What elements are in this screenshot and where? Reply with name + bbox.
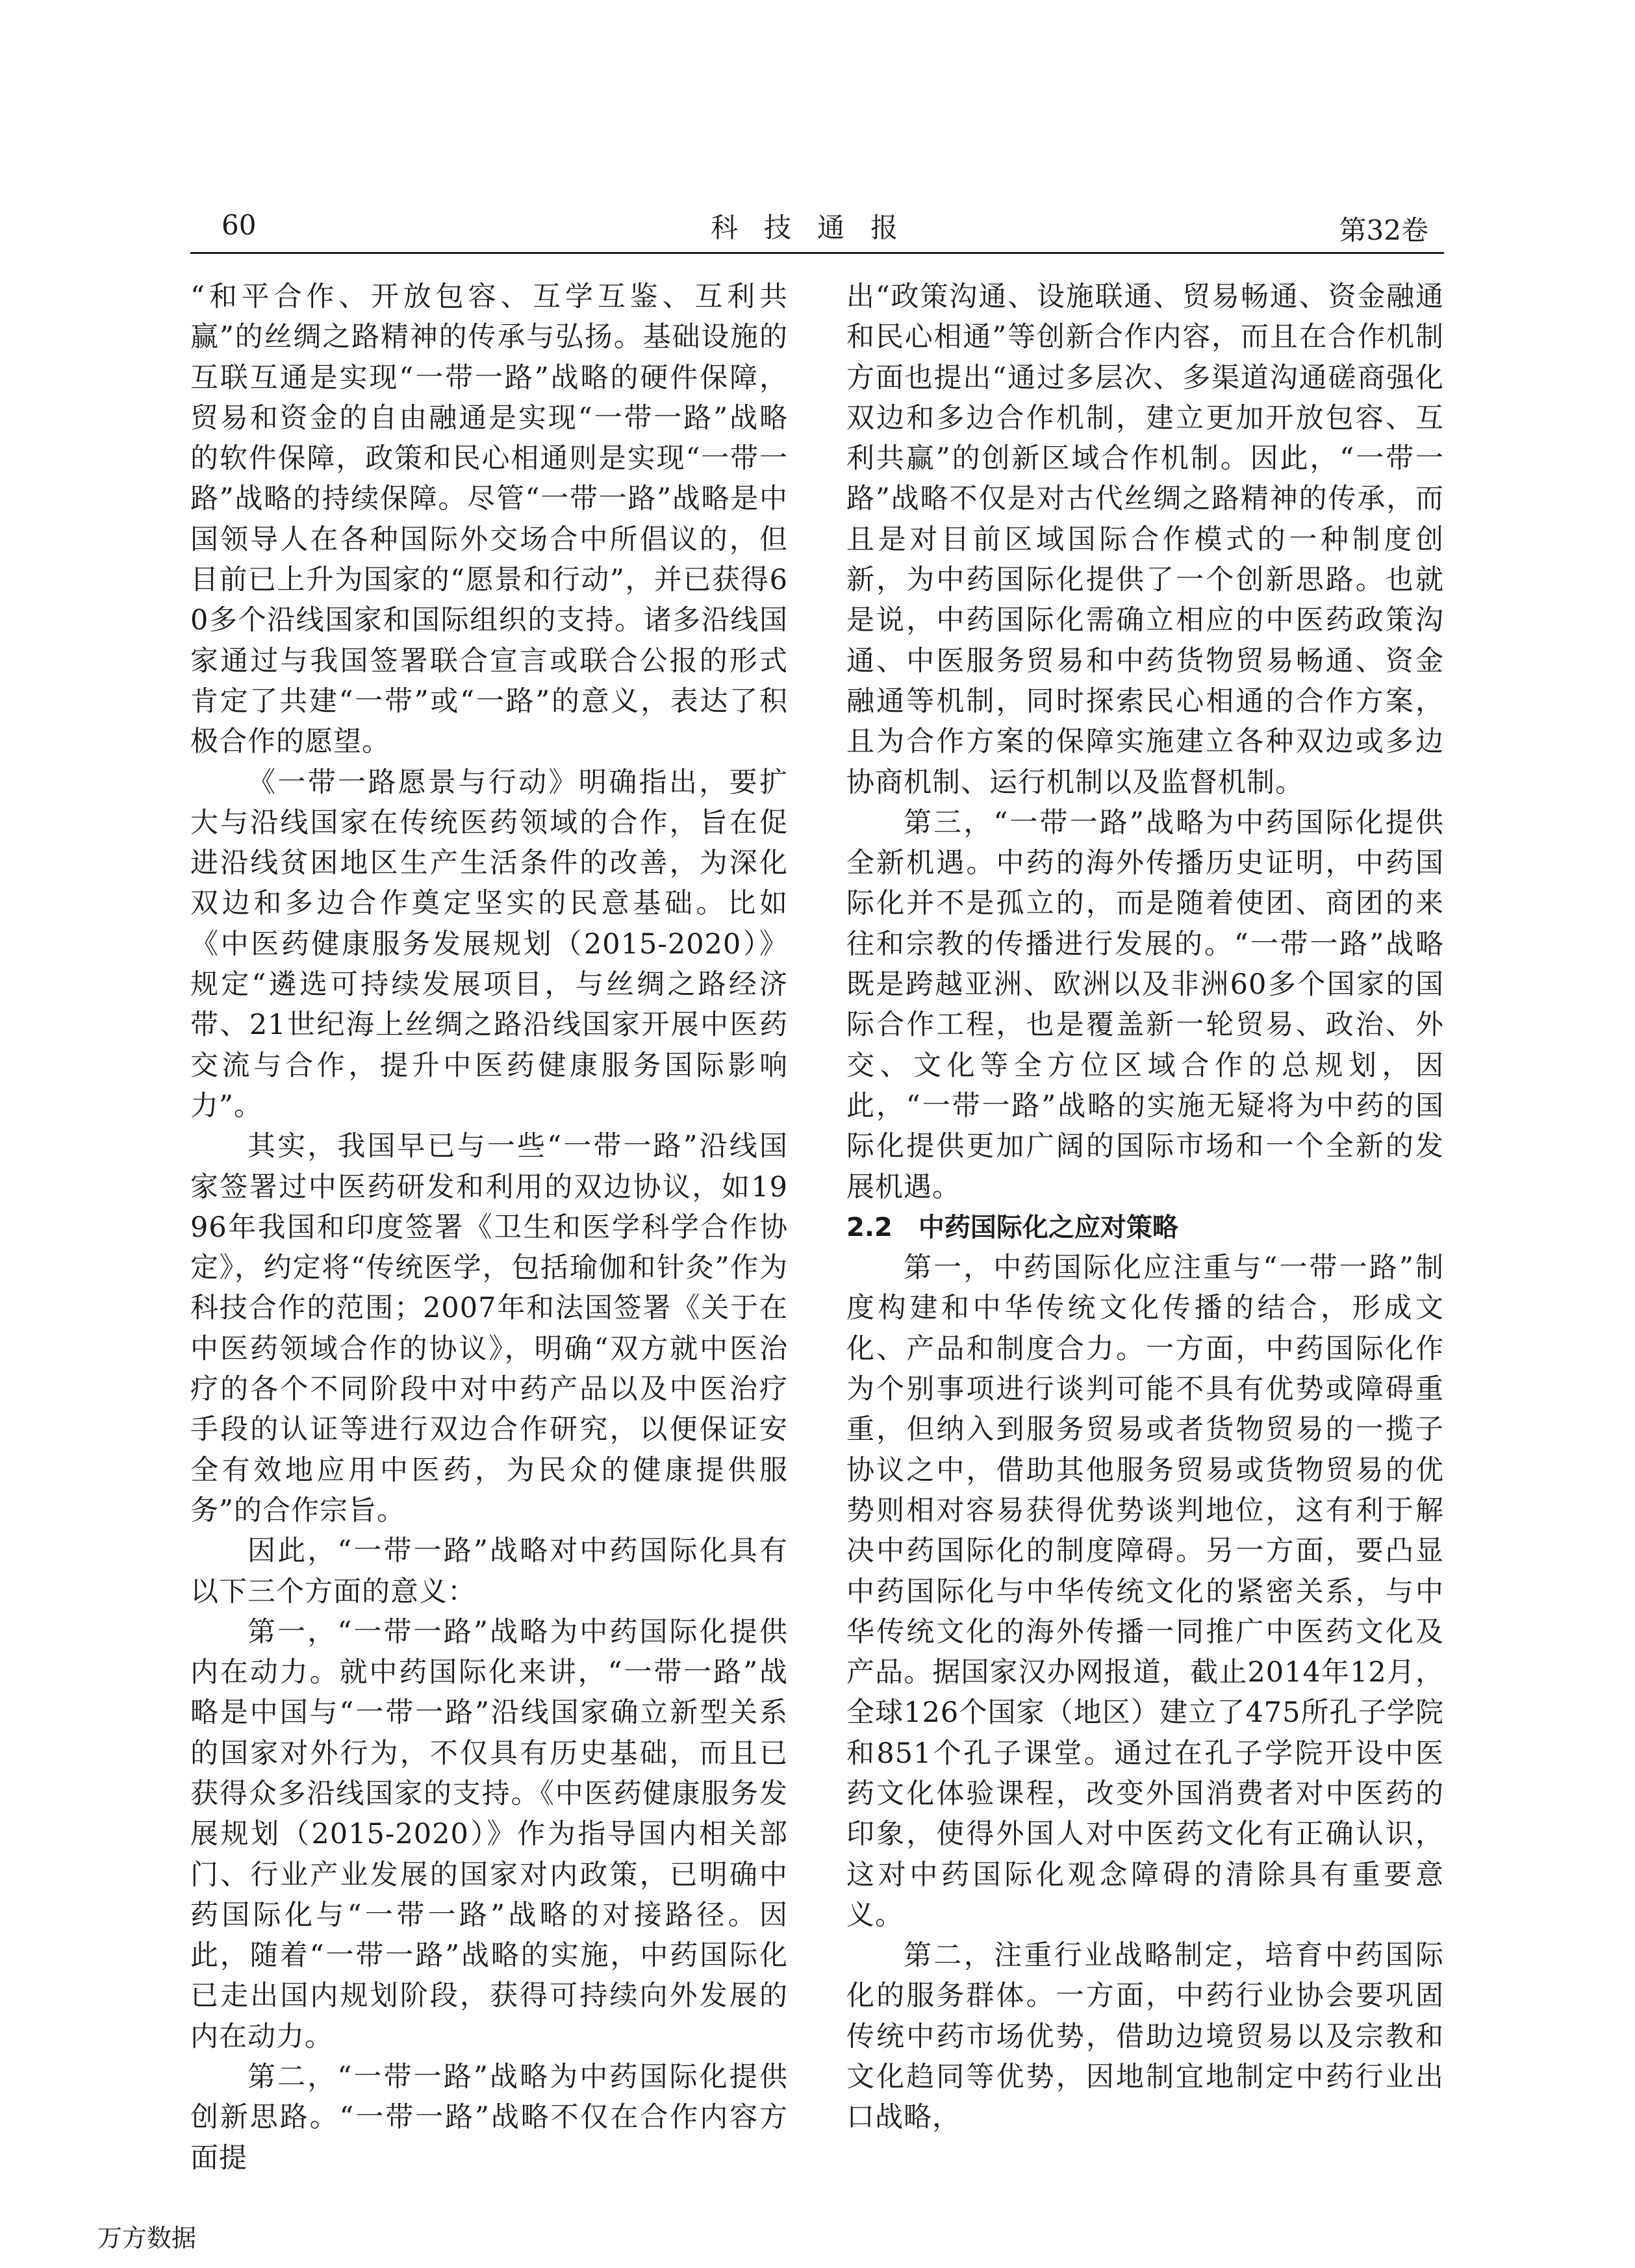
paragraph: 第二，“一带一路”战略为中药国际化提供创新思路。“一带一路”战略不仅在合作内容方面提 [190,2061,788,2174]
footer-watermark: 万方数据 [97,2224,197,2252]
paragraph: “和平合作、开放包容、互学互鉴、互利共赢”的丝绸之路精神的传承与弘扬。基础设施的互联互通是实现“一带一路”战略的硬件保障，贸易和资金的自由融通是实现“一带一路”战略的软件保障，政策和民心相通则是实现“一带一路”战略的持续保障。尽管“一带一路”战略是中国领导人在各种国际外交场合中所倡议的，但目前已上升为国家的“愿景和行动”，并已获得60多个沿线国家和国际组织的支持。诸多沿线国家通过与我国签署联合宣言或联合公报的形式肯定了共建“一带”或“一路”的意义，表达了积极合作的愿望。 [190,281,788,759]
paragraph: 第一，“一带一路”战略为中药国际化提供内在动力。就中药国际化来讲，“一带一路”战略是中国与“一带一路”沿线国家确立新型关系的国家对外行为，不仅具有历史基础，而且已获得众多沿线国家的支持。《中医药健康服务发展规划（2015-2020）》作为指导国内相关部门、行业产业发展的国家对内政策，已明确中药国际化与“一带一路”战略的对接路径。因此，随着“一带一路”战略的实施，中药国际化已走出国内规划阶段，获得可持续向外发展的内在动力。 [190,1615,788,2053]
running-header [190,207,1444,254]
right-column [846,277,1444,2138]
paragraph: 《一带一路愿景与行动》明确指出，要扩大与沿线国家在传统医药领域的合作，旨在促进沿线贫困地区生产生活条件的改善，为深化双边和多边合作奠定坚实的民意基础。比如《中医药健康服务发展规划（2015-2020）》规定“遴选可持续发展项目，与丝绸之路经济带、21世纪海上丝绸之路沿线国家开展中医药交流与合作，提升中医药健康服务国际影响力”。 [190,766,788,1122]
section-heading: 2.2 中药国际化之应对策略 [846,1212,1178,1242]
paragraph: 第三，“一带一路”战略为中药国际化提供全新机遇。中药的海外传播历史证明，中药国际化并不是孤立的，而是随着使团、商团的来往和宗教的传播进行发展的。“一带一路”战略既是跨越亚洲、欧洲以及非洲60多个国家的国际合作工程，也是覆盖新一轮贸易、政治、外交、文化等全方位区域合作的总规划，因此，“一带一路”战略的实施无疑将为中药的国际化提供更加广阔的国际市场和一个全新的发展机遇。 [846,806,1444,1203]
journal-title: 科技通报 [710,212,924,244]
paragraph: 因此，“一带一路”战略对中药国际化具有以下三个方面的意义： [190,1535,788,1608]
page-number: 60 [222,209,257,241]
paragraph: 其实，我国早已与一些“一带一路”沿线国家签署过中医药研发和利用的双边协议，如1996年我国和印度签署《卫生和医学科学合作协定》，约定将“传统医学，包括瑜伽和针灸”作为科技合作的范围；2007年和法国签署《关于在中医药领域合作的协议》，明确“双方就中医治疗的各个不同阶段中对中药产品以及中医治疗手段的认证等进行双边合作研究，以便保证安全有效地应用中医药，为民众的健康提供服务”的合作宗旨。 [190,1130,788,1527]
paragraph: 第二，注重行业战略制定，培育中药国际化的服务群体。一方面，中药行业协会要巩固传统中药市场优势，借助边境贸易以及宗教和文化趋同等优势，因地制宜地制定中药行业出口战略， [846,1939,1444,2134]
paragraph: 第一，中药国际化应注重与“一带一路”制度构建和中华传统文化传播的结合，形成文化、产品和制度合力。一方面，中药国际化作为个别事项进行谈判可能不具有优势或障碍重重，但纳入到服务贸易或者货物贸易的一揽子协议之中，借助其他服务贸易或货物贸易的优势则相对容易获得优势谈判地位，这有利于解决中药国际化的制度障碍。另一方面，要凸显中药国际化与中华传统文化的紧密关系，与中华传统文化的海外传播一同推广中医药文化及产品。据国家汉办网报道，截止2014年12月，全球126个国家（地区）建立了475所孔子学院和851个孔子课堂。通过在孔子学院开设中医药文化体验课程，改变外国消费者对中医药的印象，使得外国人对中医药文化有正确认识，这对中药国际化观念障碍的清除具有重要意义。 [846,1252,1444,1932]
left-column [190,277,788,2178]
paragraph: 出“政策沟通、设施联通、贸易畅通、资金融通和民心相通”等创新合作内容，而且在合作机制方面也提出“通过多层次、多渠道沟通磋商强化双边和多边合作机制，建立更加开放包容、互利共赢”的创新区域合作机制。因此，“一带一路”战略不仅是对古代丝绸之路精神的传承，而且是对目前区域国际合作模式的一种制度创新，为中药国际化提供了一个创新思路。也就是说，中药国际化需确立相应的中医药政策沟通、中医服务贸易和中药货物贸易畅通、资金融通等机制，同时探索民心相通的合作方案，且为合作方案的保障实施建立各种双边或多边协商机制、运行机制以及监督机制。 [846,281,1444,799]
volume-label: 第32卷 [1339,214,1428,246]
